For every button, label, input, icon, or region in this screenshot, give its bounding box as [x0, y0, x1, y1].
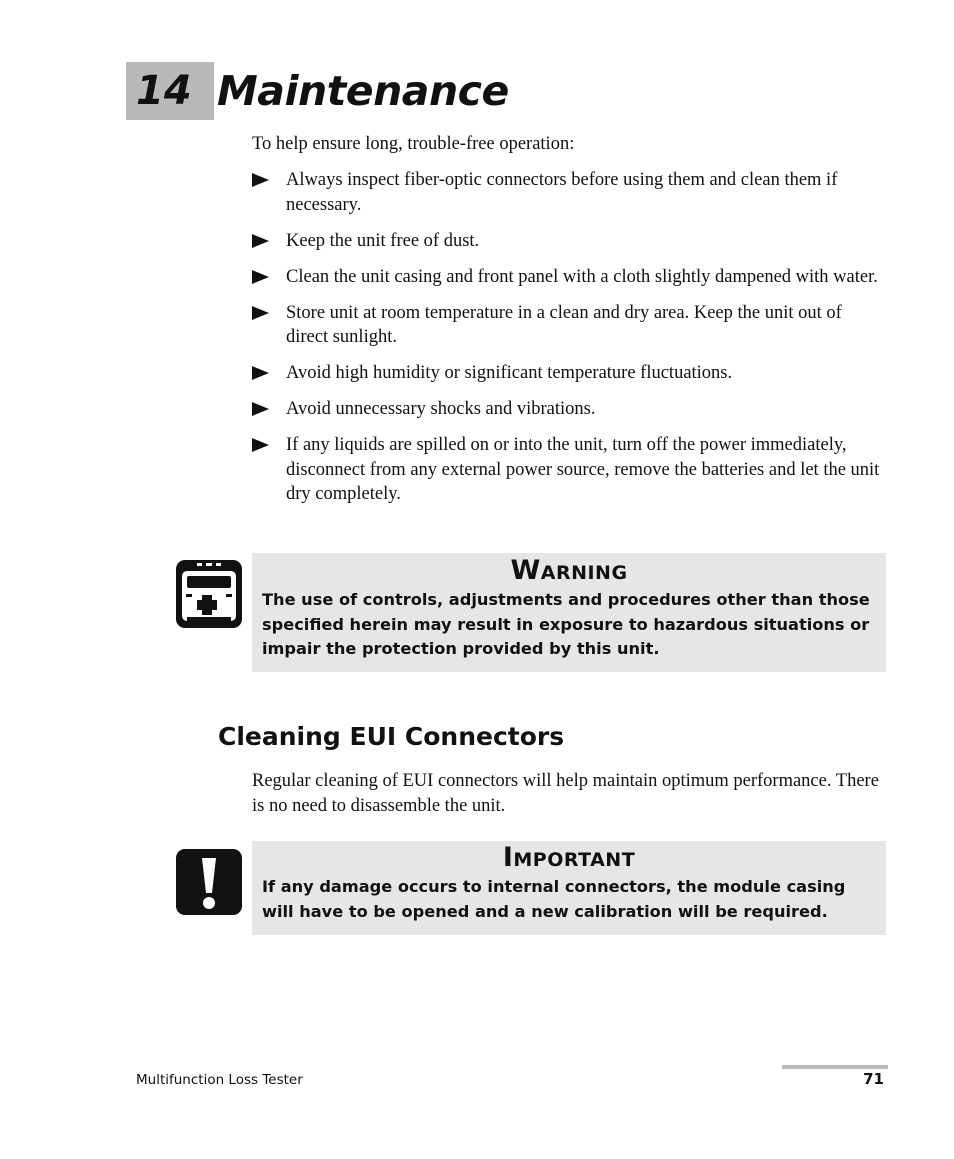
warning-box: [252, 553, 886, 672]
list-item: [252, 229, 882, 254]
list-item: [252, 168, 882, 217]
list-item: [252, 265, 882, 290]
important-text: If any damage occurs to internal connectors, the module casing will have to be opened and a new calibration will be required.: [262, 877, 846, 921]
list-item-text: Always inspect fiber-optic connectors before using them and clean them if necessary.: [286, 170, 838, 215]
exclamation-icon: [175, 848, 243, 916]
arrow-bullet-icon: [252, 173, 269, 187]
maintenance-list: [252, 168, 882, 518]
section-text: Regular cleaning of EUI connectors will help maintain optimum performance. There is no need to disassemble the unit.: [252, 771, 879, 816]
arrow-bullet-icon: [252, 234, 269, 248]
list-item: [252, 433, 882, 507]
list-item-text: Clean the unit casing and front panel with a cloth slightly dampened with water.: [286, 266, 878, 287]
arrow-bullet-icon: [252, 306, 269, 320]
list-item: [252, 301, 882, 350]
list-item-text: Avoid unnecessary shocks and vibrations.: [286, 399, 596, 419]
list-item: [252, 397, 882, 422]
warning-text: The use of controls, adjustments and procedures other than those specified herein may result in exposure to hazardous situations or impair the protection provided by this unit.: [262, 590, 870, 658]
footer-product-name: Multifunction Loss Tester: [136, 1072, 303, 1088]
list-item-text: Keep the unit free of dust.: [286, 230, 480, 251]
page-number: 71: [863, 1070, 884, 1088]
section-heading: Cleaning EUI Connectors: [218, 722, 565, 751]
list-item-text: Store unit at room temperature in a clean and dry area. Keep the unit out of direct sunlight.: [286, 302, 842, 347]
intro-text: To help ensure long, trouble-free operation:: [252, 134, 575, 154]
arrow-bullet-icon: [252, 402, 269, 416]
list-item-text: Avoid high humidity or significant temperature fluctuations.: [286, 363, 733, 383]
chapter-number: 14: [136, 68, 192, 114]
chapter-title: Maintenance: [217, 67, 509, 115]
arrow-bullet-icon: [252, 366, 269, 380]
list-item-text: If any liquids are spilled on or into the unit, turn off the power immediately, disconnect from any external power source, remove the batteries and let the unit dry completely.: [286, 435, 880, 504]
list-item: [252, 361, 882, 386]
important-heading: Important: [502, 842, 636, 873]
arrow-bullet-icon: [252, 438, 269, 452]
ambulance-icon: [175, 559, 243, 629]
warning-heading: Warning: [510, 555, 628, 586]
arrow-bullet-icon: [252, 270, 269, 284]
important-box: [252, 841, 886, 935]
